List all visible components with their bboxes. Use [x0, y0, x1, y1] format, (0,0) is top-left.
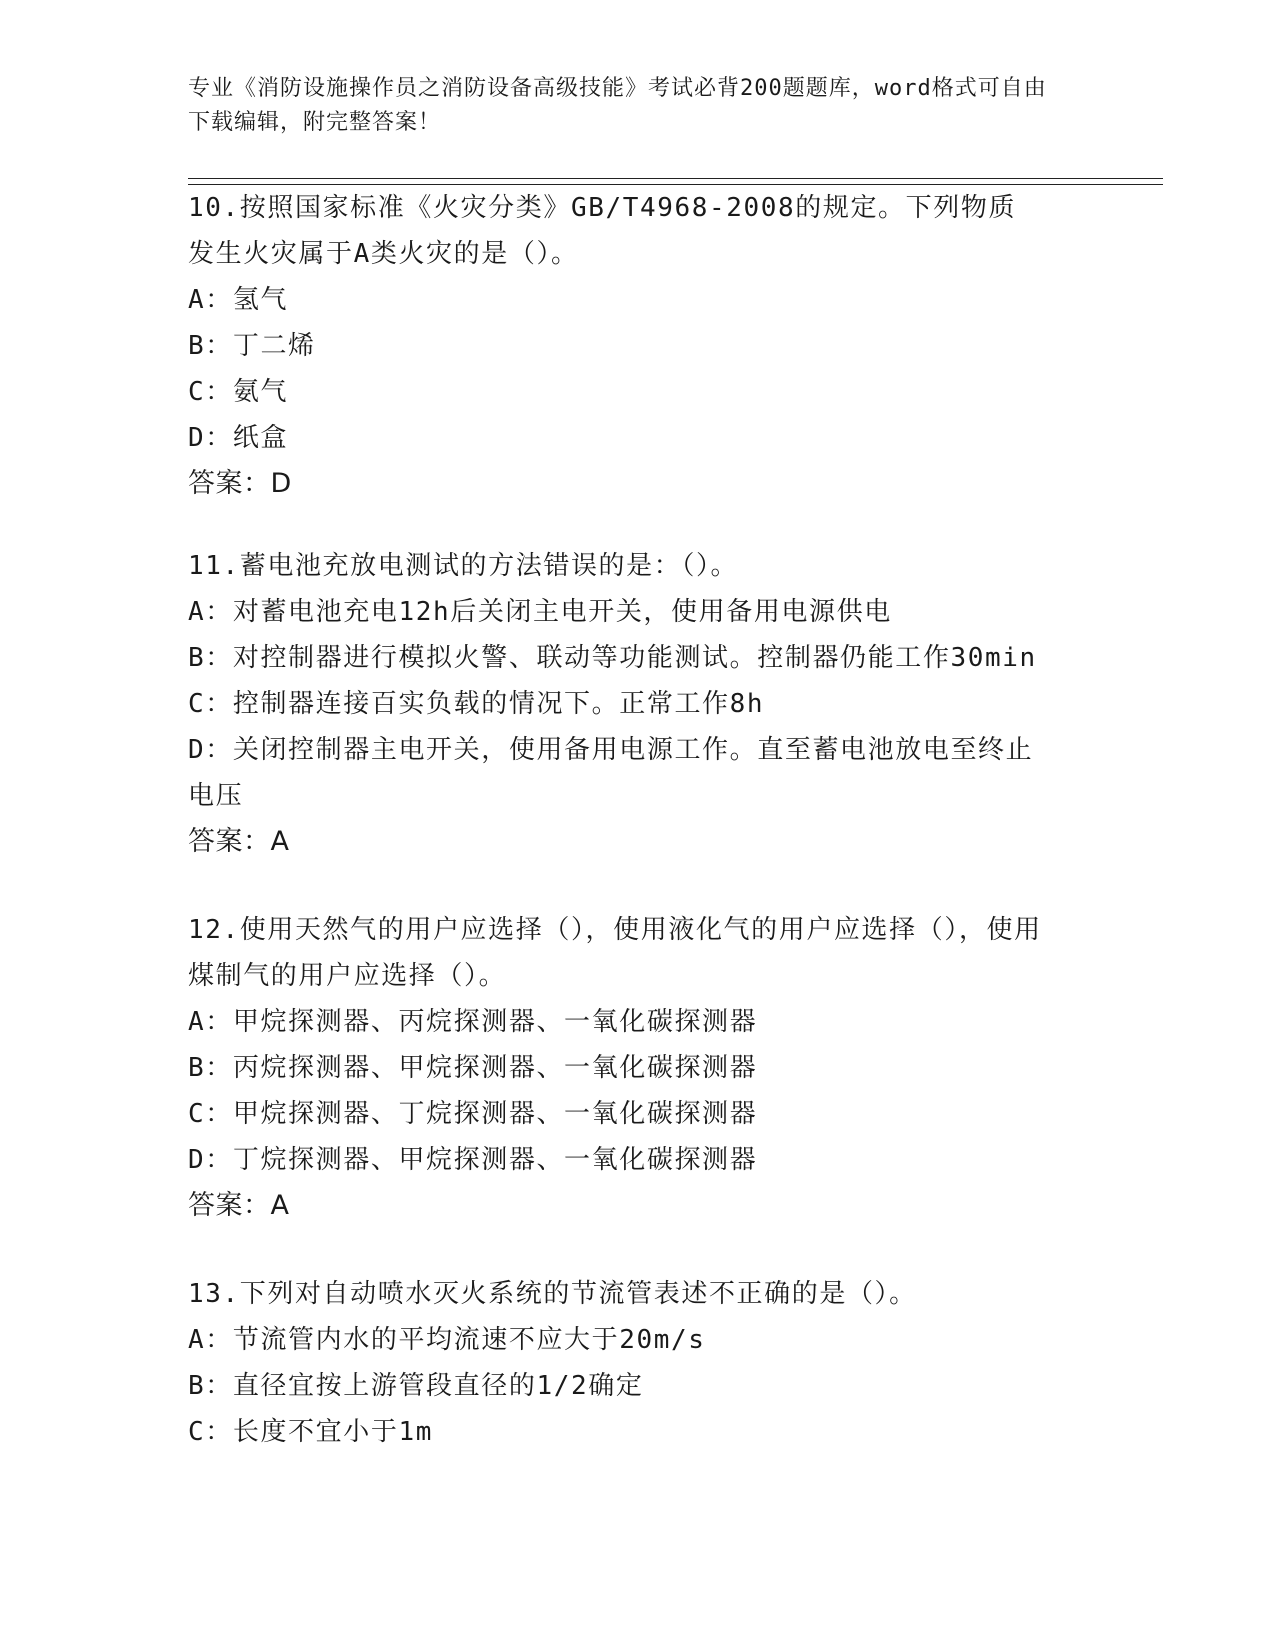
option-b: B：直径宜按上游管段直径的1/2确定: [188, 1371, 644, 1401]
question-12: [188, 907, 1088, 1229]
option-b: B：丙烷探测器、甲烷探测器、一氧化碳探测器: [188, 1053, 758, 1083]
answer-line: [188, 461, 1088, 507]
option-a: A：氢气: [188, 285, 289, 315]
option-a: A：节流管内水的平均流速不应大于20m/s: [188, 1325, 706, 1355]
option-a: A：甲烷探测器、丙烷探测器、一氧化碳探测器: [188, 1007, 758, 1037]
option-b: B：丁二烯: [188, 331, 316, 361]
question-13: [188, 1271, 1088, 1455]
answer-label: 答案：: [188, 468, 271, 499]
question-11: [188, 543, 1088, 865]
option-b: B：对控制器进行模拟火警、联动等功能测试。控制器仍能工作30min: [188, 643, 1037, 673]
option-c: C：控制器连接百实负载的情况下。正常工作8h: [188, 689, 765, 719]
answer-value: A: [270, 826, 290, 857]
option-c: C：长度不宜小于1m: [188, 1417, 433, 1447]
option-a: A：对蓄电池充电12h后关闭主电开关，使用备用电源供电: [188, 597, 892, 627]
answer-line: [188, 819, 1088, 865]
answer-label: 答案：: [188, 1190, 271, 1221]
question-stem: 11.蓄电池充放电测试的方法错误的是：（）。: [188, 551, 739, 581]
answer-value: A: [270, 1190, 290, 1221]
answer-label: 答案：: [188, 826, 271, 857]
header-rule-top: [188, 178, 1163, 179]
option-d: D：丁烷探测器、甲烷探测器、一氧化碳探测器: [188, 1145, 758, 1175]
question-stem: 10.按照国家标准《火灾分类》GB/T4968-2008的规定。下列物质发生火灾属于A类火灾的是（）。: [188, 193, 1017, 269]
option-d: D：关闭控制器主电开关，使用备用电源工作。直至蓄电池放电至终止电压: [188, 735, 1034, 811]
header-text: 专业《消防设施操作员之消防设备高级技能》考试必背200题题库，word格式可自由下载编辑，附完整答案！: [188, 76, 1047, 135]
answer-line: [188, 1183, 1088, 1229]
option-d: D：纸盒: [188, 423, 289, 453]
option-c: C：氨气: [188, 377, 289, 407]
question-stem: 12.使用天然气的用户应选择（），使用液化气的用户应选择（），使用煤制气的用户应选择（）。: [188, 915, 1042, 991]
document-header: [188, 72, 1068, 140]
option-c: C：甲烷探测器、丁烷探测器、一氧化碳探测器: [188, 1099, 758, 1129]
question-10: [188, 185, 1088, 507]
answer-value: D: [270, 468, 292, 499]
question-stem: 13.下列对自动喷水灭火系统的节流管表述不正确的是（）。: [188, 1279, 917, 1309]
